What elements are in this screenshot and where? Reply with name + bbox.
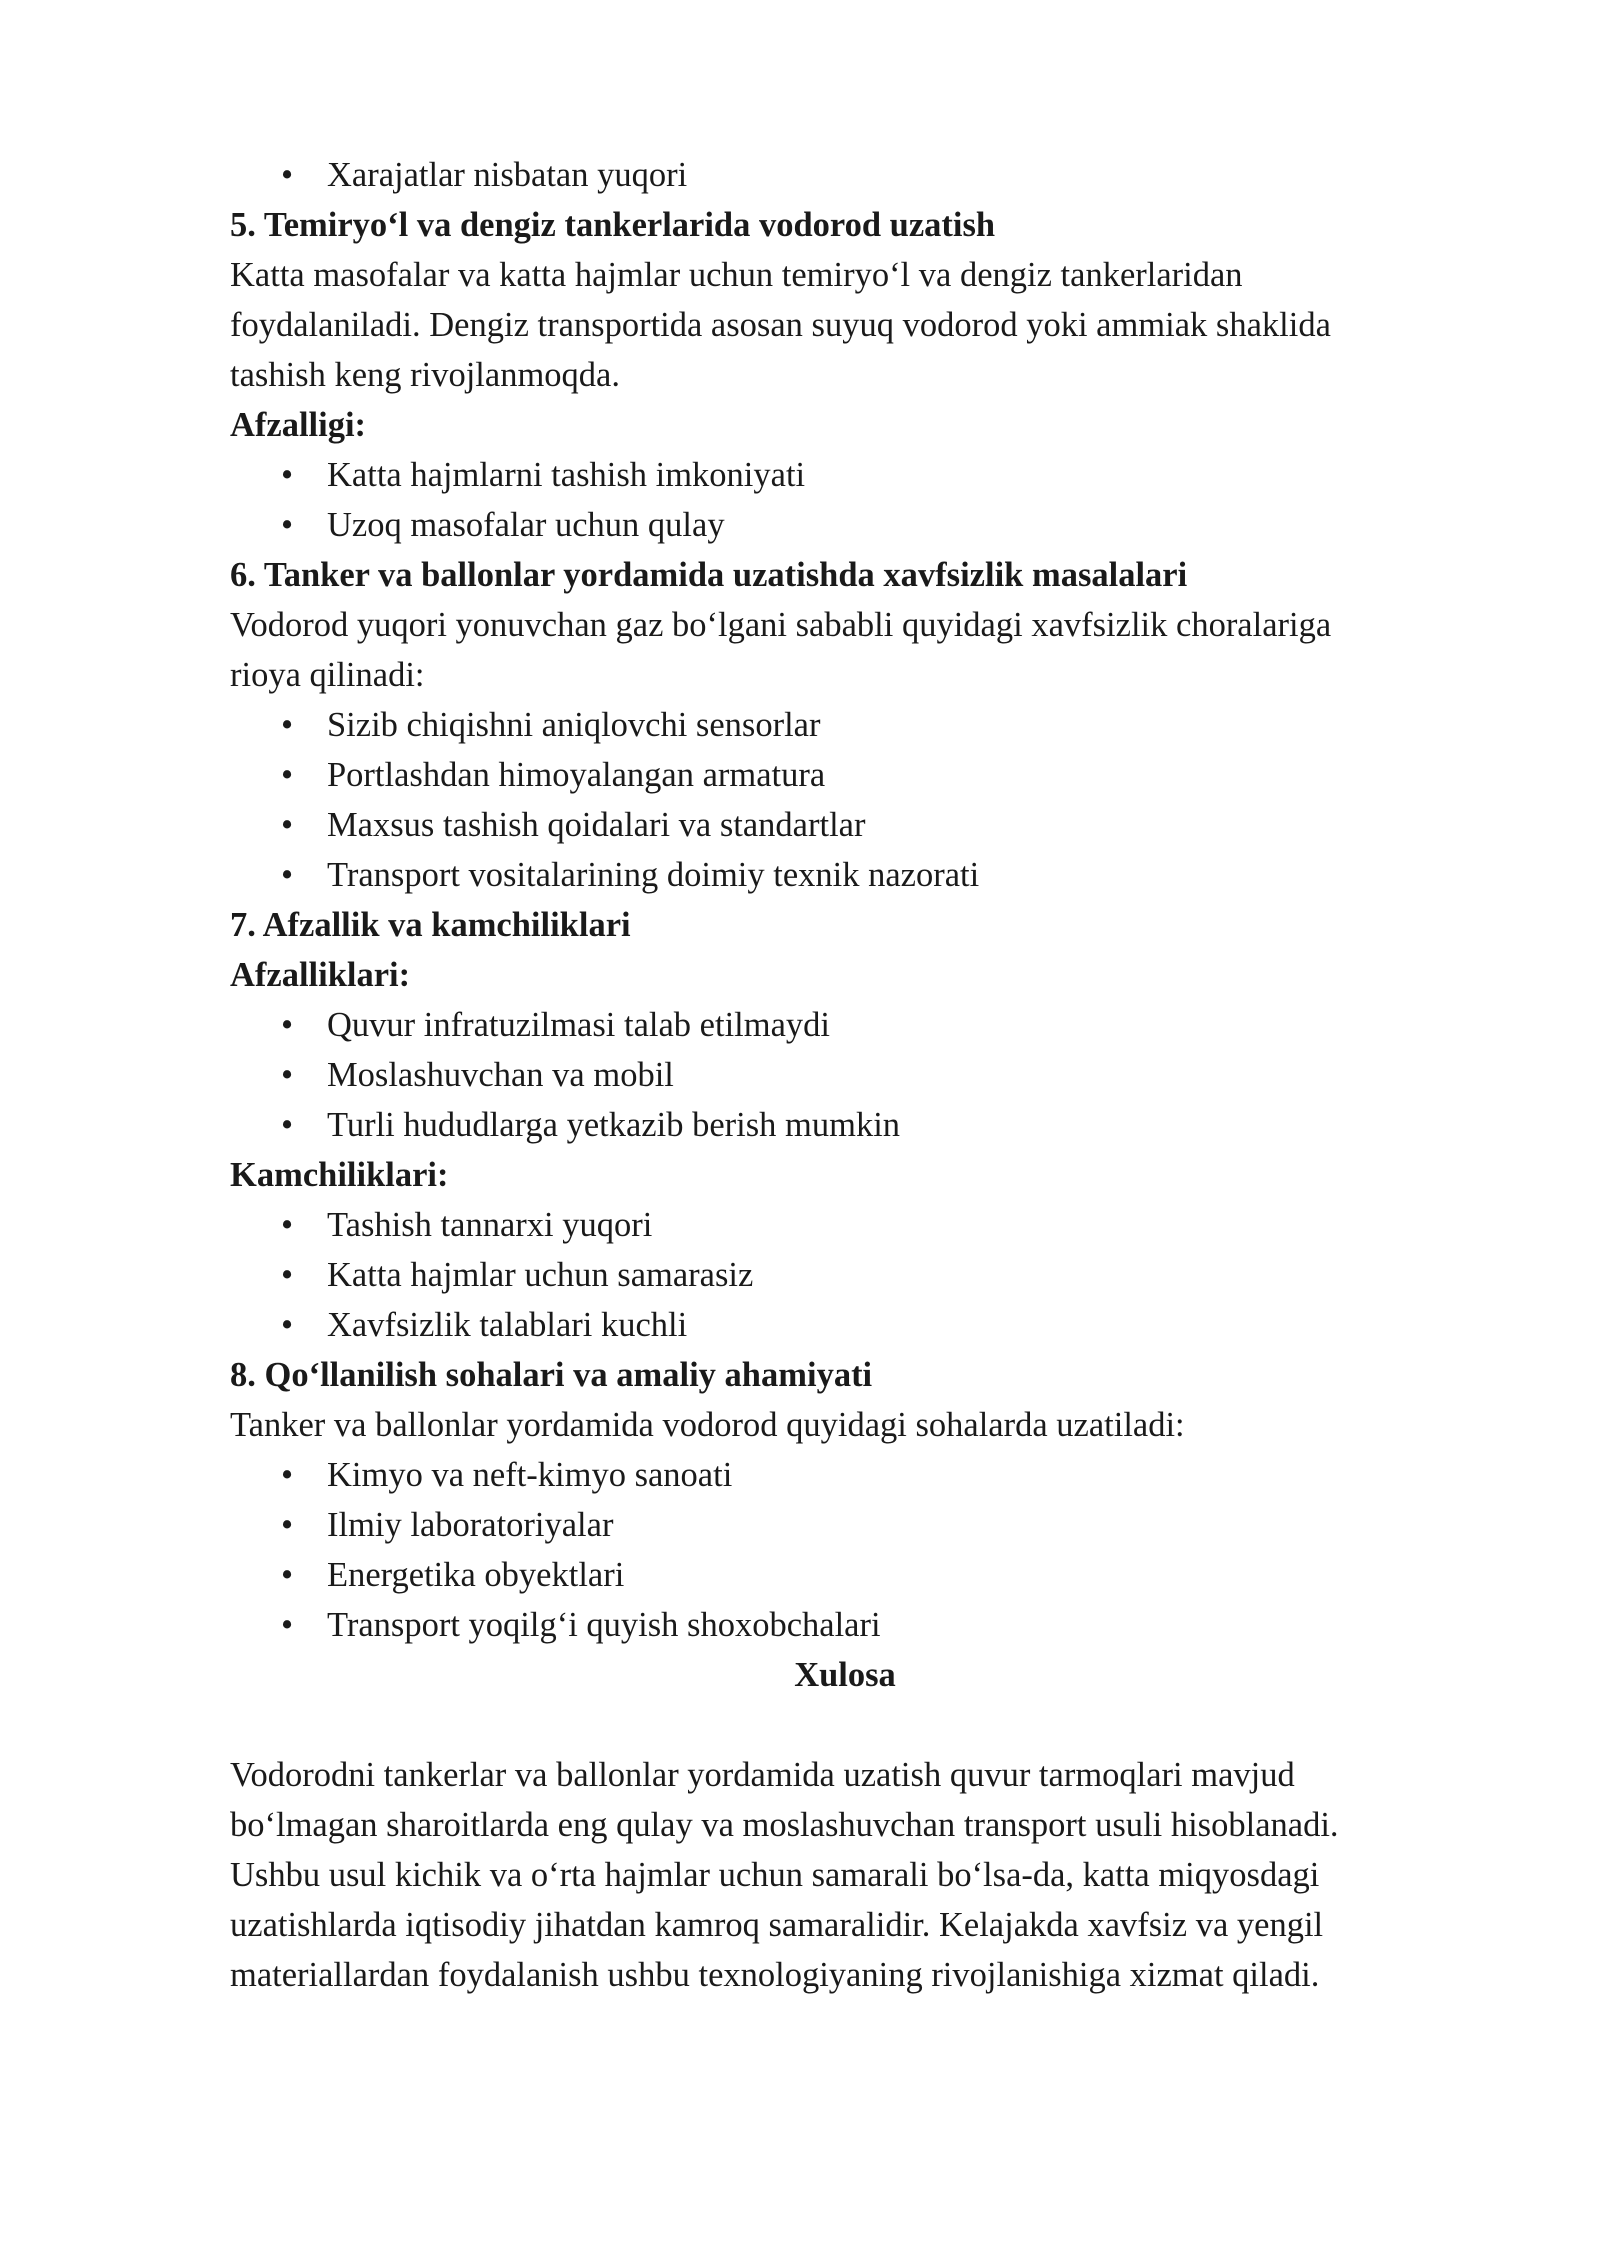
advantages-label: Afzalliklari: [230, 956, 411, 994]
blank-line [230, 1700, 1460, 1750]
bullet-icon: • [280, 1456, 294, 1494]
list-item: • Katta hajmlarni tashish imkoniyati [230, 450, 1460, 500]
section-5-paragraph-line: tashish keng rivojlanmoqda. [230, 356, 620, 394]
section-8-paragraph-line: Tanker va ballonlar yordamida vodorod quyidagi sohalarda uzatiladi: [230, 1406, 1185, 1444]
section-5-sub-label: Afzalligi: [230, 406, 367, 444]
list-item: • Portlashdan himoyalangan armatura [230, 750, 1460, 800]
list-item: • Transport vositalarining doimiy texnik nazorati [230, 850, 1460, 900]
list-item: • Energetika obyektlari [230, 1550, 1460, 1600]
bullet-icon: • [280, 156, 294, 194]
document-page [230, 150, 1460, 2000]
section-5-bullet-list [230, 450, 1460, 550]
bullet-icon: • [280, 1306, 294, 1344]
list-item: • Uzoq masofalar uchun qulay [230, 500, 1460, 550]
list-item: • Sizib chiqishni aniqlovchi sensorlar [230, 700, 1460, 750]
section-8-bullet-list [230, 1450, 1460, 1650]
section-8-heading: 8. Qo‘llanilish sohalari va amaliy ahamiyati [230, 1356, 873, 1394]
list-item: • Katta hajmlar uchun samarasiz [230, 1250, 1460, 1300]
advantages-bullet-list [230, 1000, 1460, 1150]
bullet-icon: • [280, 1556, 294, 1594]
bullet-icon: • [280, 1606, 294, 1644]
disadvantages-bullet-list [230, 1200, 1460, 1350]
bullet-icon: • [280, 1056, 294, 1094]
intro-bullet-list [230, 150, 1460, 200]
bullet-icon: • [280, 1256, 294, 1294]
list-item: • Maxsus tashish qoidalari va standartlar [230, 800, 1460, 850]
bullet-icon: • [280, 1006, 294, 1044]
list-item: • Turli hududlarga yetkazib berish mumkin [230, 1100, 1460, 1150]
bullet-icon: • [280, 1506, 294, 1544]
section-5-paragraph-line: foydalaniladi. Dengiz transportida asosan suyuq vodorod yoki ammiak shaklida [230, 306, 1331, 344]
bullet-icon: • [280, 506, 294, 544]
bullet-icon: • [280, 706, 294, 744]
section-7-heading: 7. Afzallik va kamchiliklari [230, 906, 631, 944]
section-5-heading: 5. Temiryo‘l va dengiz tankerlarida vodorod uzatish [230, 206, 996, 244]
list-item: • Transport yoqilg‘i quyish shoxobchalari [230, 1600, 1460, 1650]
section-6-paragraph-line: Vodorod yuqori yonuvchan gaz bo‘lgani sababli quyidagi xavfsizlik choralariga [230, 606, 1332, 644]
conclusion-paragraph-line: bo‘lmagan sharoitlarda eng qulay va moslashuvchan transport usuli hisoblanadi. [230, 1806, 1339, 1844]
list-item: • Xarajatlar nisbatan yuqori [230, 150, 1460, 200]
list-item: • Kimyo va neft-kimyo sanoati [230, 1450, 1460, 1500]
bullet-icon: • [280, 456, 294, 494]
list-item: • Xavfsizlik talablari kuchli [230, 1300, 1460, 1350]
section-5-paragraph-line: Katta masofalar va katta hajmlar uchun temiryo‘l va dengiz tankerlaridan [230, 256, 1243, 294]
conclusion-paragraph-line: Vodorodni tankerlar va ballonlar yordamida uzatish quvur tarmoqlari mavjud [230, 1756, 1295, 1794]
bullet-icon: • [280, 756, 294, 794]
list-item: • Moslashuvchan va mobil [230, 1050, 1460, 1100]
conclusion-paragraph-line: Ushbu usul kichik va o‘rta hajmlar uchun samarali bo‘lsa-da, katta miqyosdagi [230, 1856, 1320, 1894]
conclusion-heading: Xulosa [794, 1656, 896, 1694]
bullet-icon: • [280, 1206, 294, 1244]
section-6-paragraph-line: rioya qilinadi: [230, 656, 425, 694]
conclusion-paragraph-line: materiallardan foydalanish ushbu texnologiyaning rivojlanishiga xizmat qiladi. [230, 1956, 1320, 1994]
list-item: • Tashish tannarxi yuqori [230, 1200, 1460, 1250]
section-6-bullet-list [230, 700, 1460, 900]
bullet-icon: • [280, 1106, 294, 1144]
bullet-icon: • [280, 806, 294, 844]
section-6-heading: 6. Tanker va ballonlar yordamida uzatishda xavfsizlik masalalari [230, 556, 1188, 594]
disadvantages-label: Kamchiliklari: [230, 1156, 449, 1194]
bullet-icon: • [280, 856, 294, 894]
list-item: • Quvur infratuzilmasi talab etilmaydi [230, 1000, 1460, 1050]
conclusion-paragraph-line: uzatishlarda iqtisodiy jihatdan kamroq samaralidir. Kelajakda xavfsiz va yengil [230, 1906, 1324, 1944]
list-item: • Ilmiy laboratoriyalar [230, 1500, 1460, 1550]
